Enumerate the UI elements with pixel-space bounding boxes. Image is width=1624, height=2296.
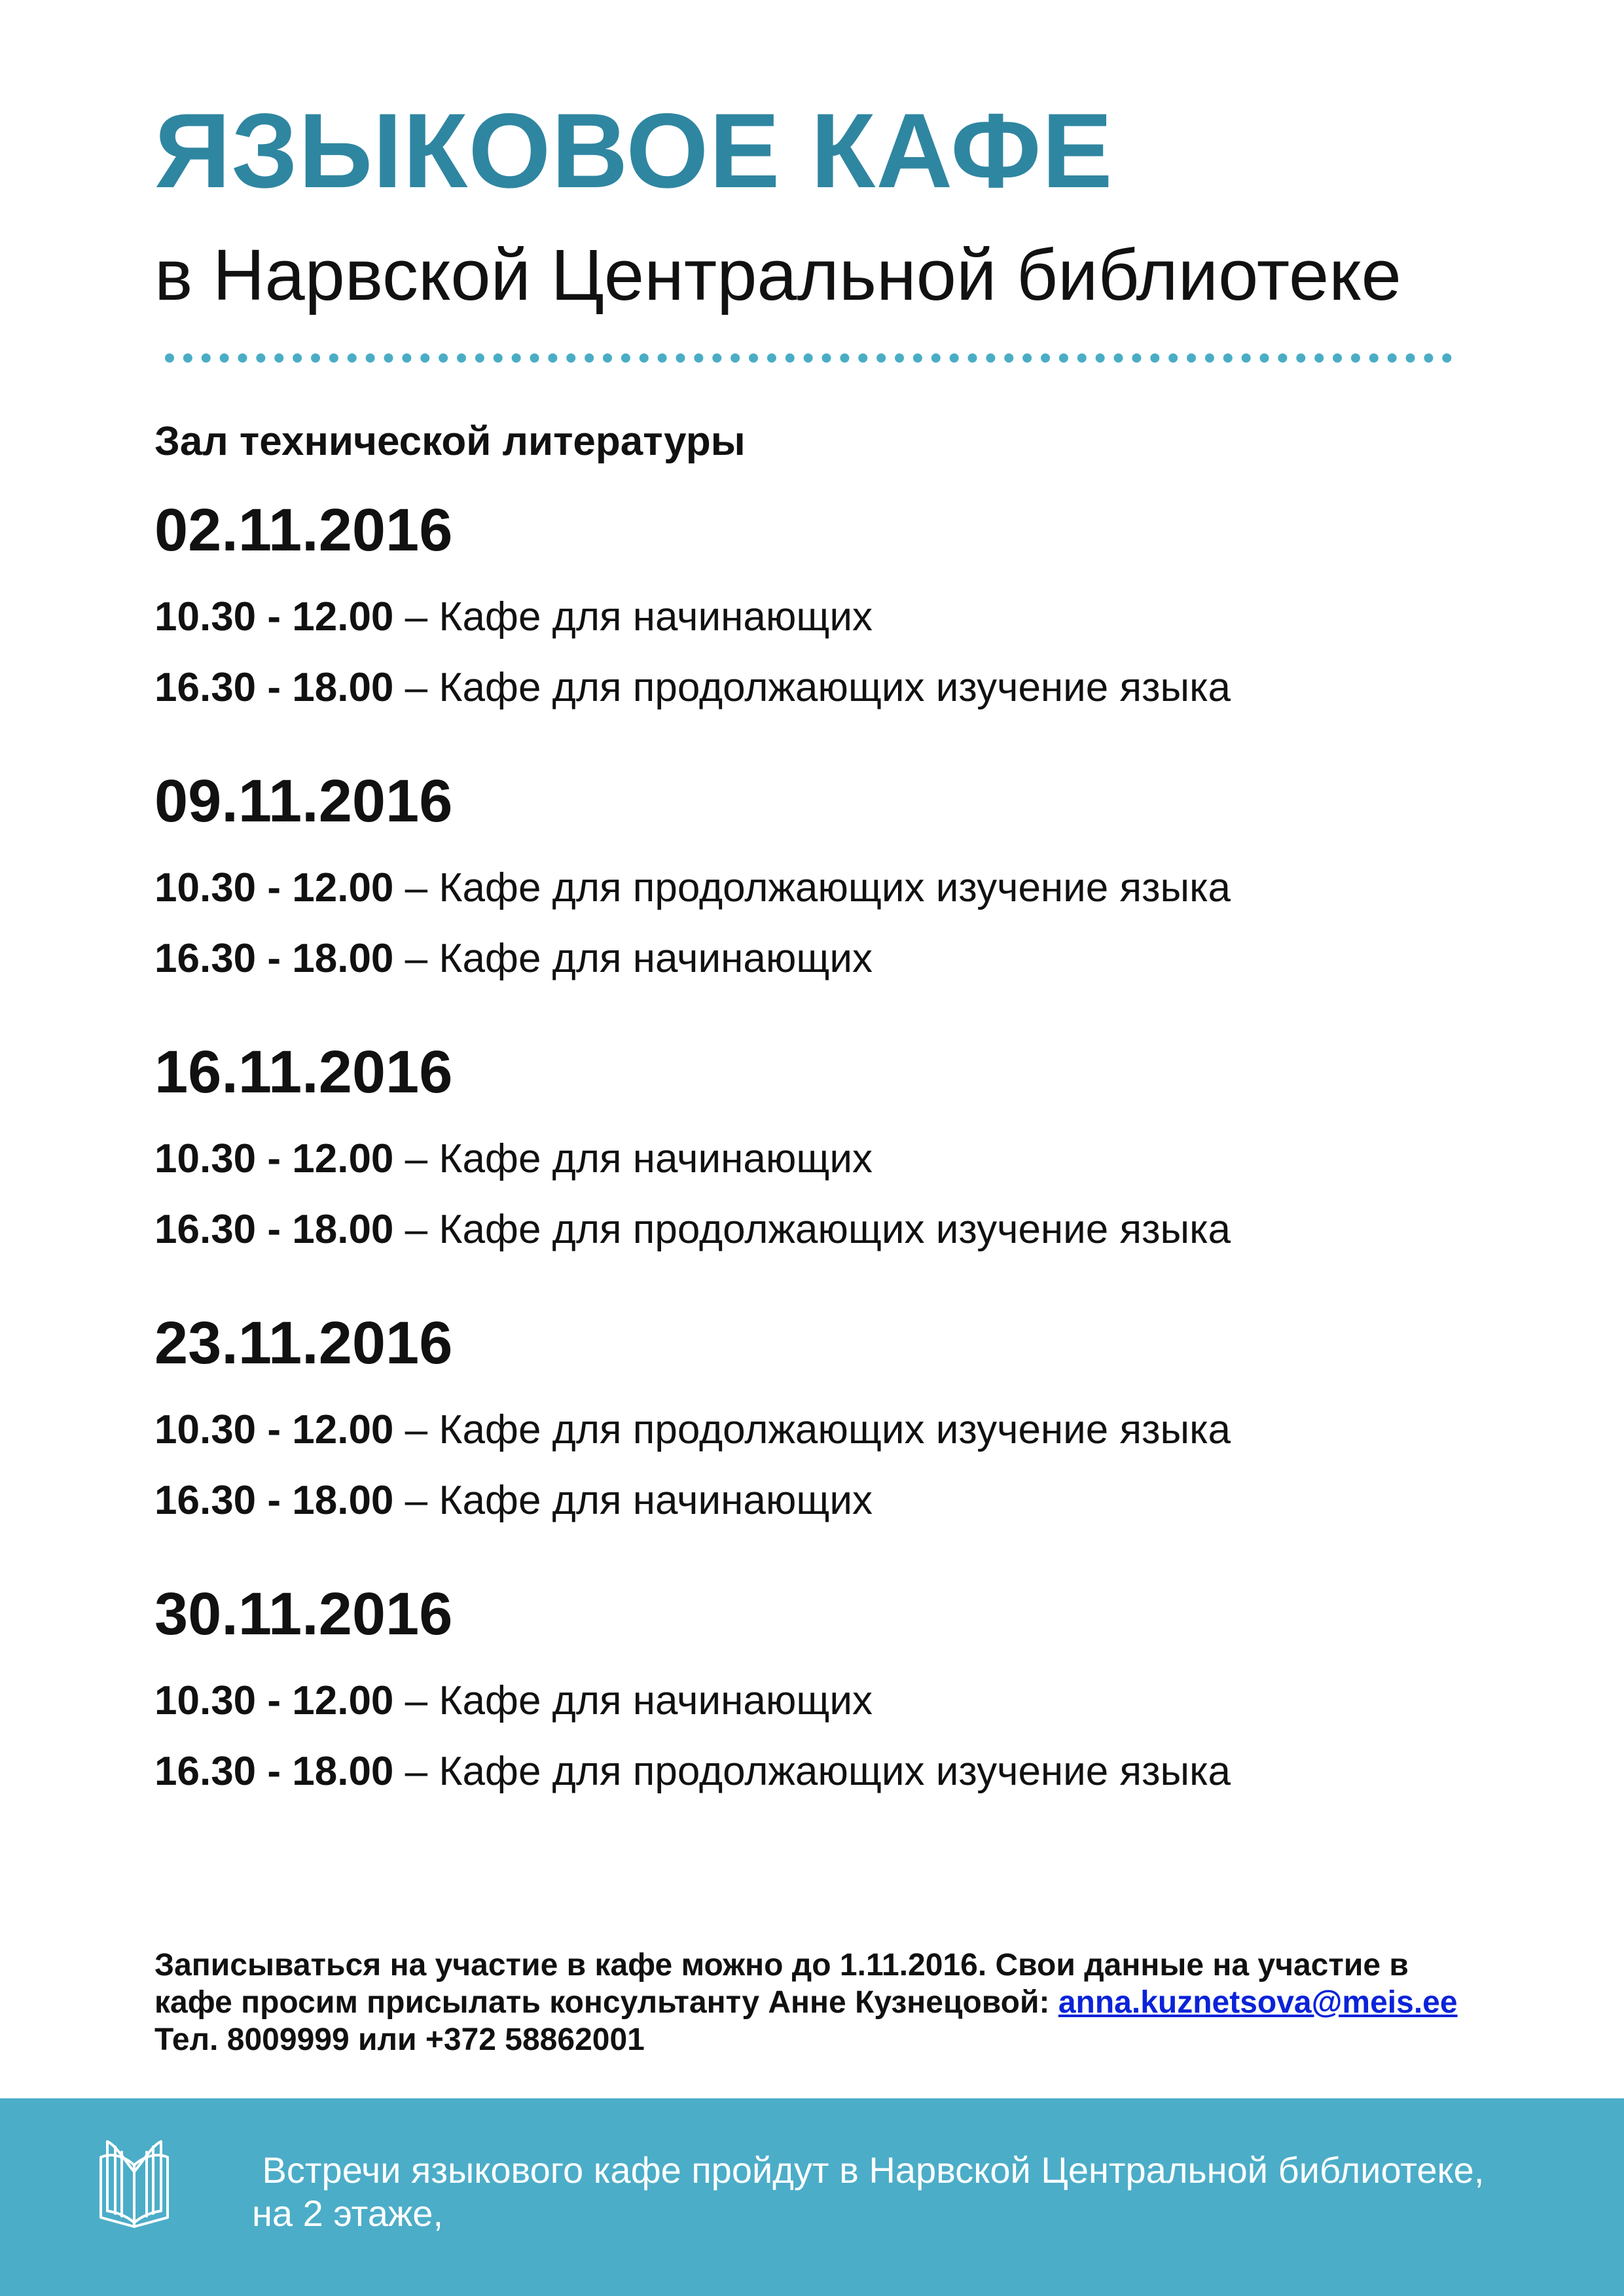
page-content xyxy=(154,92,1496,1842)
session-description: – Кафе для начинающих xyxy=(393,1136,873,1181)
date-block xyxy=(154,1300,1496,1521)
session-time: 10.30 - 12.00 xyxy=(154,594,394,639)
session-description: – Кафе для начинающих xyxy=(393,1478,873,1523)
session-line xyxy=(154,865,1496,910)
session-time: 10.30 - 12.00 xyxy=(154,865,394,910)
registration-line-prefix: кафе просим присылать консультанту Анне Кузнецовой: xyxy=(154,1985,1058,2020)
phone-line: Тел. 8009999 или +372 58862001 xyxy=(154,2022,645,2057)
location-line: Встречи языкового кафе пройдут в Нарвской Центральной библиотеке, xyxy=(252,2149,1485,2191)
session-time: 10.30 - 12.00 xyxy=(154,1407,394,1452)
session-line xyxy=(154,1407,1496,1452)
location-line: на 2 этаже, xyxy=(252,2193,444,2234)
location-note xyxy=(252,2149,1561,2235)
session-time: 16.30 - 18.00 xyxy=(154,1207,394,1252)
registration-line: Записываться на участие в кафе можно до 1.11.2016. Свои данные на участие в xyxy=(154,1948,1409,1982)
date-heading: 09.11.2016 xyxy=(154,768,453,834)
page-subtitle: в Нарвской Центральной библиотеке xyxy=(154,235,1401,315)
date-block xyxy=(154,1029,1496,1250)
session-description: – Кафе для начинающих xyxy=(393,594,873,639)
session-line xyxy=(154,594,1496,639)
session-line xyxy=(154,665,1496,710)
dotted-divider xyxy=(165,353,1452,363)
session-line xyxy=(154,1136,1496,1181)
registration-note xyxy=(154,1946,1529,2058)
registration-line xyxy=(154,1984,1529,2021)
schedule xyxy=(154,487,1496,1792)
session-description: – Кафе для начинающих xyxy=(393,1678,873,1723)
bottom-info-band xyxy=(0,2098,1624,2296)
date-block xyxy=(154,487,1496,708)
hall-name: Зал технической литературы xyxy=(154,419,746,464)
session-time: 16.30 - 18.00 xyxy=(154,936,394,981)
session-time: 10.30 - 12.00 xyxy=(154,1678,394,1723)
session-description: – Кафе для продолжающих изучение языка xyxy=(393,665,1231,710)
session-line xyxy=(154,1678,1496,1723)
session-description: – Кафе для продолжающих изучение языка xyxy=(393,1407,1231,1452)
date-block xyxy=(154,1571,1496,1792)
session-description: – Кафе для начинающих xyxy=(393,936,873,981)
session-time: 10.30 - 12.00 xyxy=(154,1136,394,1181)
email-link[interactable]: anna.kuznetsova@meis.ee xyxy=(1058,1985,1458,2020)
session-time: 16.30 - 18.00 xyxy=(154,1478,394,1523)
page-title: ЯЗЫКОВОЕ КАФЕ xyxy=(154,92,1113,210)
session-description: – Кафе для продолжающих изучение языка xyxy=(393,1749,1231,1794)
date-heading: 16.11.2016 xyxy=(154,1039,453,1105)
date-block xyxy=(154,758,1496,979)
session-time: 16.30 - 18.00 xyxy=(154,665,394,710)
date-heading: 02.11.2016 xyxy=(154,497,453,564)
session-line xyxy=(154,936,1496,981)
session-line xyxy=(154,1751,1496,1792)
session-description: – Кафе для продолжающих изучение языка xyxy=(393,865,1231,910)
date-heading: 23.11.2016 xyxy=(154,1310,453,1376)
open-book-icon xyxy=(96,2138,173,2228)
date-heading: 30.11.2016 xyxy=(154,1581,453,1647)
session-time: 16.30 - 18.00 xyxy=(154,1749,394,1794)
session-description: – Кафе для продолжающих изучение языка xyxy=(393,1207,1231,1252)
session-line xyxy=(154,1480,1496,1521)
session-line xyxy=(154,1207,1496,1252)
